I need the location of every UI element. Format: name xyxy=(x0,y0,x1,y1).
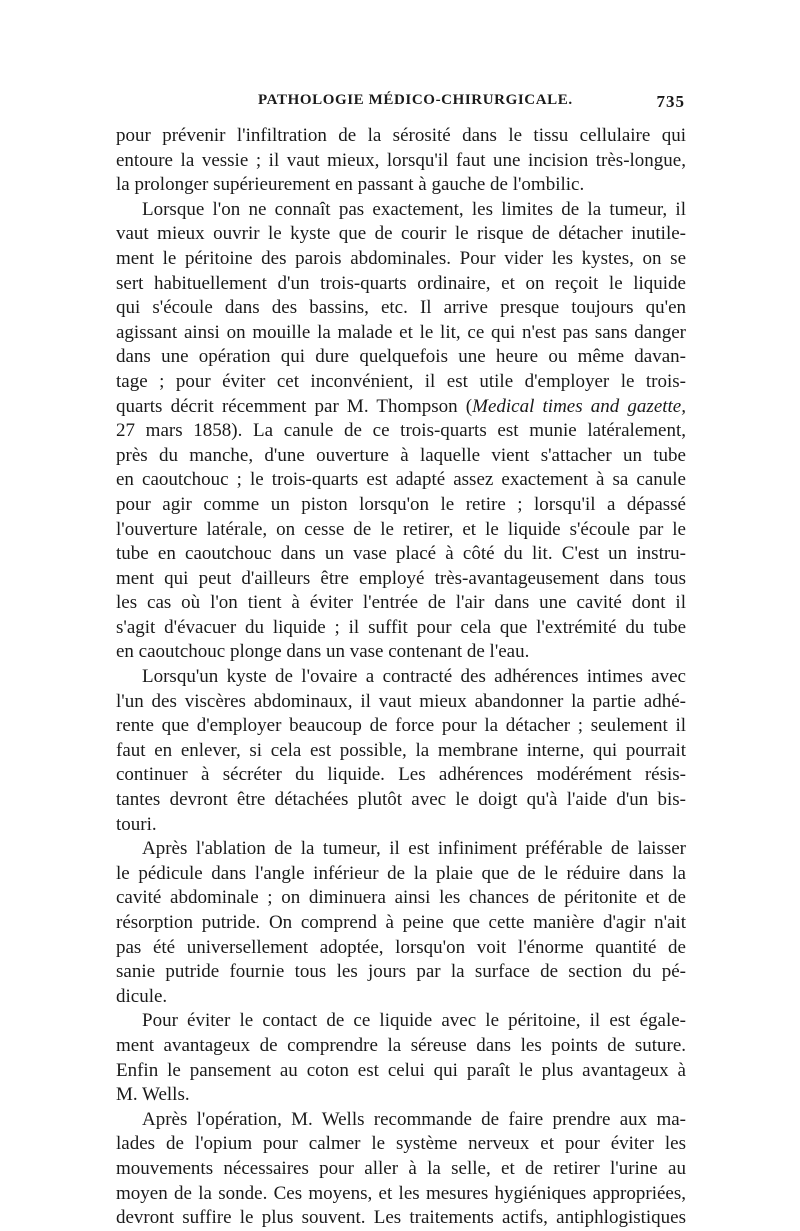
text-line: Lorsque l'on ne connaît pas exactement, les limites de la tumeur, il xyxy=(142,198,686,220)
text-line: Pour éviter le contact de ce liquide avec le péritoine, il est égale- xyxy=(142,1010,686,1032)
text-line: 27 mars 1858). La canule de ce trois-quarts est munie latéralement, xyxy=(116,420,686,442)
text-line: devront suffire le plus souvent. Les traitements actifs, antiphlogistiques xyxy=(116,1207,686,1229)
text-line: sanie putride fournie tous les jours par la surface de section du pé- xyxy=(116,961,686,983)
text-line: la prolonger supérieurement en passant à gauche de l'ombilic. xyxy=(116,174,585,196)
text-line: agissant ainsi on mouille la malade et le lit, ce qui n'est pas sans danger xyxy=(116,321,686,343)
text-line: rente que d'employer beaucoup de force pour la détacher ; seulement il xyxy=(116,715,686,737)
text-line-with-citation xyxy=(116,395,686,420)
running-header xyxy=(115,92,685,118)
text-line: pour agir comme un piston lorsqu'on le retire ; lorsqu'il a dépassé xyxy=(116,493,686,515)
text-line: cavité abdominale ; on diminuera ainsi les chances de péritonite et de xyxy=(116,887,686,909)
text-line: qui s'écoule dans des bassins, etc. Il arrive presque toujours qu'en xyxy=(116,297,686,319)
text-line: tage ; pour éviter cet inconvénient, il est utile d'employer le trois- xyxy=(116,370,686,392)
text-segment: quarts décrit récemment par M. Thompson ( xyxy=(116,395,473,417)
text-line: Après l'opération, M. Wells recommande de faire prendre aux ma- xyxy=(142,1108,686,1130)
page-number: 735 xyxy=(656,92,685,111)
running-title: PATHOLOGIE MÉDICO-CHIRURGICALE. xyxy=(258,92,573,108)
text-line: l'un des viscères abdominaux, il vaut mieux abandonner la partie adhé- xyxy=(116,690,686,712)
text-line: vaut mieux ouvrir le kyste que de courir le risque de détacher inutile- xyxy=(116,223,686,245)
text-line: résorption putride. On comprend à peine que cette manière d'agir n'ait xyxy=(116,912,686,933)
text-line: faut en enlever, si cela est possible, la membrane interne, qui pourrait xyxy=(116,739,686,761)
text-line: touri. xyxy=(116,813,157,835)
text-line: sert habituellement d'un trois-quarts ordinaire, et on reçoit le liquide xyxy=(116,272,686,294)
text-line: M. Wells. xyxy=(116,1084,190,1106)
text-line: ment qui peut d'ailleurs être employé très-avantageusement dans tous xyxy=(116,567,686,589)
text-line: Lorsqu'un kyste de l'ovaire a contracté des adhérences intimes avec xyxy=(142,666,686,688)
text-line: continuer à sécréter du liquide. Les adhérences modérément résis- xyxy=(116,764,686,786)
text-line: lades de l'opium pour calmer le système nerveux et pour éviter les xyxy=(116,1133,686,1155)
text-line: dicule. xyxy=(116,985,168,1007)
text-line: Enfin le pansement au coton est celui qui paraît le plus avantageux à xyxy=(116,1059,686,1081)
text-line: Après l'ablation de la tumeur, il est infiniment préférable de laisser xyxy=(142,838,686,860)
text-line: pas été universellement adoptée, lorsqu'on voit l'énorme quantité de xyxy=(116,936,686,958)
body-text xyxy=(116,124,686,1231)
text-line: entoure la vessie ; il vaut mieux, lorsqu'il faut une incision très-longue, xyxy=(116,149,686,171)
text-line: moyen de la sonde. Ces moyens, et les mesures hygiéniques appropriées, xyxy=(116,1182,686,1204)
text-line: s'agit d'évacuer du liquide ; il suffit pour cela que l'extrémité du tube xyxy=(116,616,686,638)
text-line: l'ouverture latérale, on cesse de le retirer, et le liquide s'écoule par le xyxy=(116,518,686,540)
text-line: en caoutchouc plonge dans un vase contenant de l'eau. xyxy=(116,641,530,663)
text-line: en caoutchouc ; le trois-quarts est adapté assez exactement à sa canule xyxy=(116,469,686,491)
text-line: tube en caoutchouc dans un vase placé à côté du lit. C'est un instru- xyxy=(116,543,686,565)
text-line: près du manche, d'une ouverture à laquelle vient s'attacher un tube xyxy=(116,444,686,466)
text-line: dans une opération qui dure quelquefois une heure ou même davan- xyxy=(116,346,686,368)
text-line: les cas où l'on tient à éviter l'entrée de l'air dans une cavité dont il xyxy=(116,592,686,614)
text-line: mouvements nécessaires pour aller à la selle, et de retirer l'urine au xyxy=(116,1157,686,1179)
text-line: ment le péritoine des parois abdominales. Pour vider les kystes, on se xyxy=(116,247,686,269)
text-line: pour prévenir l'infiltration de la sérosité dans le tissu cellulaire qui xyxy=(116,125,686,146)
journal-citation: Medical times and gazette, xyxy=(472,395,686,417)
text-line: ment avantageux de comprendre la séreuse dans les points de suture. xyxy=(116,1034,686,1056)
text-line: le pédicule dans l'angle inférieur de la plaie que de le réduire dans la xyxy=(116,862,686,884)
text-line: tantes devront être détachées plutôt avec le doigt qu'à l'aide d'un bis- xyxy=(116,789,686,811)
